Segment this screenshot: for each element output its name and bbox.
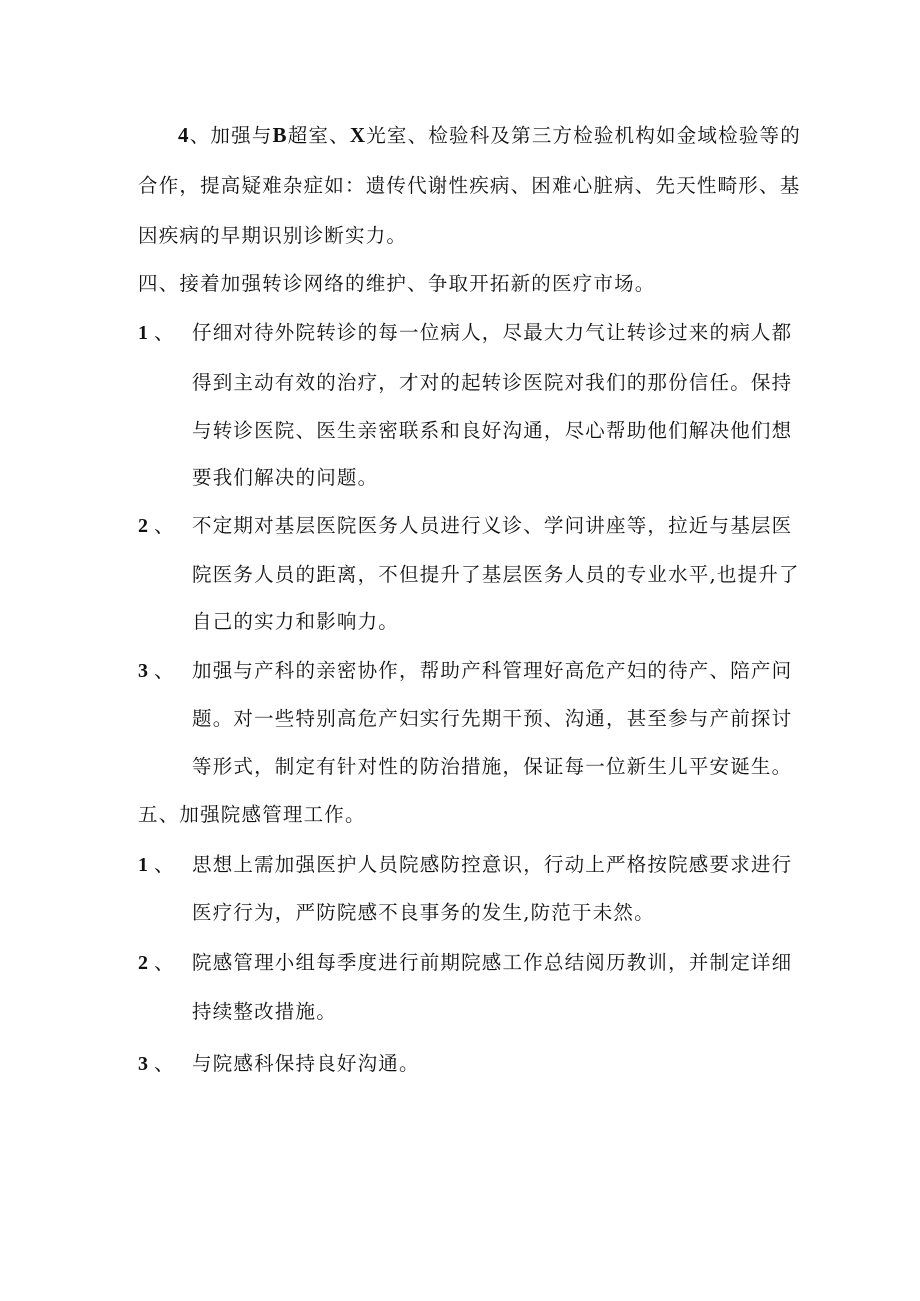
s5-item1-number: 1 、 — [138, 854, 174, 876]
s4-item3-line-1: 加强与产科的亲密协作，帮助产科管理好高危产妇的待产、陪产问 — [192, 659, 793, 682]
para4-line-1 — [178, 121, 801, 150]
para4-text-c: 光室、检验科及第三方检验机构如金域检验等的 — [366, 124, 801, 147]
s5-item1-line-1: 思想上需加强医护人员院感防控意识，行动上严格按院感要求进行 — [192, 853, 793, 876]
para4-line-3: 因疾病的早期识别诊断实力。 — [138, 224, 408, 247]
s4-item2-number: 2 、 — [138, 515, 174, 537]
s4-item1-line-3: 与转诊医院、医生亲密联系和良好沟通，尽心帮助他们解决他们想 — [192, 419, 793, 442]
para4-bold-b: B — [272, 123, 288, 147]
s5-item2-number: 2 、 — [138, 952, 174, 974]
s4-item1-line-1: 仔细对待外院转诊的每一位病人，尽最大力气让转诊过来的病人都 — [192, 321, 793, 344]
para4-line-2: 合作，提高疑难杂症如：遗传代谢性疾病、困难心脏病、先天性畸形、基 — [138, 174, 801, 197]
s4-item2-line-2: 院医务人员的距离，不但提升了基层医务人员的专业水平,也提升了 — [192, 563, 800, 586]
s4-item1-number: 1 、 — [138, 322, 174, 344]
s4-item1-line-4: 要我们解决的问题。 — [192, 466, 379, 489]
s5-item3-line-1: 与院感科保持良好沟通。 — [192, 1052, 420, 1075]
s5-item3-number: 3 、 — [138, 1053, 174, 1075]
s4-item2-line-1: 不定期对基层医院医务人员进行义诊、学问讲座等，拉近与基层医 — [192, 514, 793, 537]
s4-item3-number: 3 、 — [138, 660, 174, 682]
section4-heading: 四、接着加强转诊网络的维护、争取开拓新的医疗市场。 — [138, 272, 656, 295]
s5-item2-line-2: 持续整改措施。 — [192, 1000, 337, 1023]
s4-item3-line-2: 题。对一些特别高危产妇实行先期干预、沟通，甚至参与产前探讨 — [192, 707, 793, 730]
para4-bold-x: X — [349, 123, 367, 147]
para4-number: 4 — [178, 123, 190, 147]
para4-text-a: 、加强与 — [189, 124, 273, 147]
para4-text-b: 超室、 — [287, 124, 350, 147]
s5-item2-line-1: 院感管理小组每季度进行前期院感工作总结阅历教训，并制定详细 — [192, 951, 793, 974]
s4-item3-line-3: 等形式，制定有针对性的防治措施，保证每一位新生儿平安诞生。 — [192, 755, 793, 778]
s4-item1-line-2: 得到主动有效的治疗，才对的起转诊医院对我们的那份信任。保持 — [192, 371, 793, 394]
section5-heading: 五、加强院感管理工作。 — [138, 803, 366, 826]
s5-item1-line-2: 医疗行为，严防院感不良事务的发生,防范于未然。 — [192, 901, 655, 924]
s4-item2-line-3: 自己的实力和影响力。 — [192, 610, 400, 633]
